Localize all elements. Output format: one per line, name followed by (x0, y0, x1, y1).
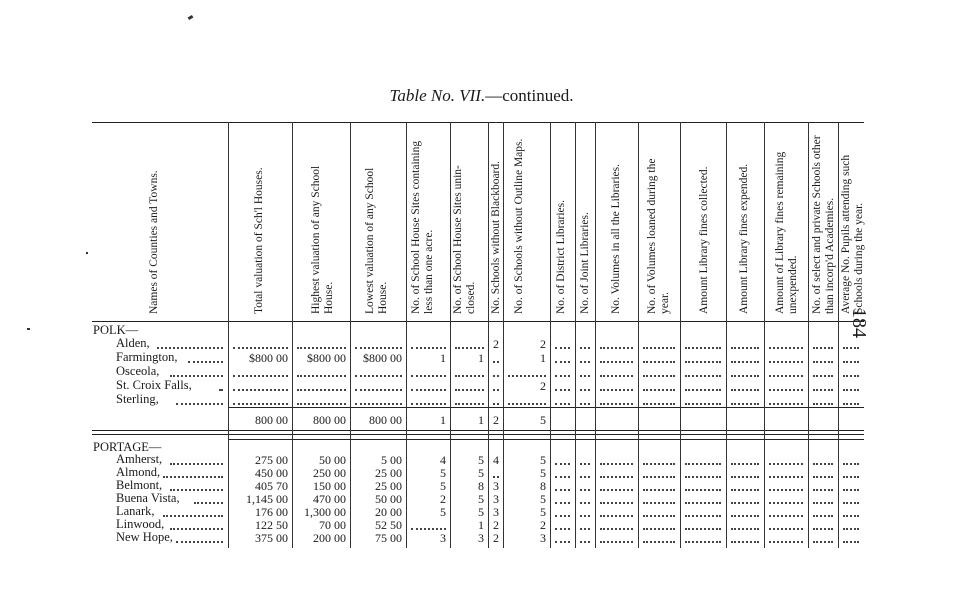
dot-leader (769, 347, 803, 349)
town-name: Buena Vista, (116, 491, 180, 505)
dot-leader (685, 347, 721, 349)
dot-leader (600, 541, 633, 543)
cell-total: 375 00 (255, 531, 288, 545)
column-header: Highest valuation of any School House. (310, 165, 335, 314)
column-rule (680, 122, 681, 548)
totals-top-rule (228, 407, 864, 408)
column-rule (726, 122, 727, 548)
column-rule (638, 122, 639, 548)
cell-maps: 3 (540, 531, 546, 545)
cell-sites: 1 (440, 351, 446, 365)
title-prefix: Table No. VII. (389, 86, 486, 105)
dot-leader (813, 361, 833, 363)
cell-maps: 5 (540, 453, 546, 467)
dot-leader (643, 389, 675, 391)
dot-leader (643, 515, 675, 517)
dot-leader (600, 347, 633, 349)
cell-uninc: 8 (478, 479, 484, 493)
dot-leader (233, 403, 288, 405)
column-header: No. of Joint Libraries. (579, 212, 591, 314)
total-uninc: 1 (478, 413, 484, 427)
dot-leader (843, 347, 859, 349)
dot-leader (297, 389, 346, 391)
column-rule (292, 122, 293, 548)
dot-leader (508, 403, 546, 405)
dot-leader (600, 403, 633, 405)
dot-leader (176, 403, 223, 405)
cell-lowest: $800 00 (363, 351, 402, 365)
dot-leader (170, 528, 223, 530)
dot-leader (163, 515, 223, 517)
cell-total: 1,145 00 (246, 492, 288, 506)
total-bb: 2 (493, 413, 499, 427)
dot-leader (600, 476, 633, 478)
cell-maps: 2 (540, 337, 546, 351)
dot-leader (580, 515, 590, 517)
dot-leader (355, 347, 402, 349)
dot-leader (580, 403, 590, 405)
dot-leader (813, 347, 833, 349)
cell-uninc: 5 (478, 453, 484, 467)
section-rule (228, 439, 864, 440)
cell-bb: 2 (493, 337, 499, 351)
dot-leader (600, 489, 633, 491)
cell-highest: 50 00 (319, 453, 346, 467)
dot-leader (555, 347, 570, 349)
column-header: Names of Counties and Towns. (148, 170, 160, 314)
dot-leader (643, 489, 675, 491)
column-rule (450, 122, 451, 548)
dot-leader (685, 375, 721, 377)
town-name: Belmont, (116, 478, 163, 492)
cell-sites: 5 (440, 479, 446, 493)
dot-leader (411, 528, 446, 530)
town-name: Osceola, (116, 364, 160, 378)
dot-leader (813, 541, 833, 543)
page-number: 184 (848, 308, 870, 338)
dot-leader (813, 375, 833, 377)
town-name: St. Croix Falls, (116, 378, 192, 392)
column-header: No. of District Libraries. (555, 199, 567, 314)
cell-highest: 150 00 (313, 479, 346, 493)
dot-leader (643, 375, 675, 377)
town-name: Almond, (116, 465, 161, 479)
cell-lowest: 25 00 (375, 479, 402, 493)
dot-leader (580, 347, 590, 349)
ink-speck (86, 252, 88, 254)
dot-leader (685, 361, 721, 363)
column-rule (406, 122, 407, 548)
dot-leader (843, 403, 859, 405)
county-name: PORTAGE— (93, 440, 162, 454)
dot-leader (297, 347, 346, 349)
dot-leader (813, 502, 833, 504)
dot-leader (493, 403, 499, 405)
cell-maps: 5 (540, 492, 546, 506)
dot-leader (555, 515, 570, 517)
dot-leader (843, 515, 859, 517)
dot-leader (411, 389, 446, 391)
column-rule (503, 122, 504, 548)
dot-leader (455, 375, 484, 377)
cell-highest: 250 00 (313, 466, 346, 480)
dot-leader (643, 361, 675, 363)
dot-leader (493, 476, 499, 478)
cell-uninc: 5 (478, 492, 484, 506)
dot-leader (769, 375, 803, 377)
dot-leader (769, 515, 803, 517)
cell-bb: 2 (493, 531, 499, 545)
cell-highest: $800 00 (307, 351, 346, 365)
dot-leader (508, 375, 546, 377)
title-suffix: —continued. (485, 86, 574, 105)
column-header: No. Volumes in all the Libraries. (610, 163, 622, 314)
dot-leader (643, 528, 675, 530)
column-header: No. of Volumes loaned during the year. (646, 158, 671, 314)
dot-leader (643, 502, 675, 504)
dot-leader (493, 361, 499, 363)
dot-leader (685, 476, 721, 478)
cell-sites: 5 (440, 466, 446, 480)
dot-leader (769, 403, 803, 405)
dot-leader (813, 389, 833, 391)
column-rule (764, 122, 765, 548)
dot-leader (493, 375, 499, 377)
dot-leader (555, 389, 570, 391)
total-sites: 1 (440, 413, 446, 427)
dot-leader (580, 541, 590, 543)
dot-leader (555, 476, 570, 478)
cell-lowest: 25 00 (375, 466, 402, 480)
dot-leader (769, 476, 803, 478)
cell-total: 450 00 (255, 466, 288, 480)
cell-bb: 2 (493, 518, 499, 532)
dot-leader (555, 375, 570, 377)
table-title (0, 86, 963, 106)
column-rule (595, 122, 596, 548)
dot-leader (731, 541, 759, 543)
town-name: Lanark, (116, 504, 155, 518)
cell-uninc: 3 (478, 531, 484, 545)
cell-total: 176 00 (255, 505, 288, 519)
dot-leader (600, 463, 633, 465)
town-name: Alden, (116, 336, 150, 350)
dot-leader (769, 502, 803, 504)
column-rule (838, 122, 839, 548)
dot-leader (843, 489, 859, 491)
dot-leader (731, 476, 759, 478)
dot-leader (170, 375, 223, 377)
dot-leader (355, 375, 402, 377)
dot-leader (455, 389, 484, 391)
dot-leader (580, 375, 590, 377)
dot-leader (685, 541, 721, 543)
county-name: POLK— (93, 323, 139, 337)
dot-leader (297, 375, 346, 377)
dot-leader (731, 389, 759, 391)
dot-leader (685, 489, 721, 491)
dot-leader (685, 403, 721, 405)
cell-maps: 1 (540, 351, 546, 365)
dot-leader (411, 403, 446, 405)
column-rule (350, 122, 351, 548)
cell-lowest: 75 00 (375, 531, 402, 545)
total-lowest: 800 00 (369, 413, 402, 427)
cell-highest: 470 00 (313, 492, 346, 506)
cell-uninc: 1 (478, 518, 484, 532)
dot-leader (731, 515, 759, 517)
totals-bottom-rule (92, 430, 864, 431)
cell-maps: 8 (540, 479, 546, 493)
dot-leader (731, 347, 759, 349)
dot-leader (843, 528, 859, 530)
total-highest: 800 00 (313, 413, 346, 427)
dot-leader (643, 541, 675, 543)
dot-leader (555, 489, 570, 491)
dot-leader (411, 347, 446, 349)
dot-leader (731, 361, 759, 363)
dot-leader (843, 361, 859, 363)
cell-bb: 4 (493, 453, 499, 467)
dot-leader (170, 463, 223, 465)
cell-uninc: 1 (478, 351, 484, 365)
total-maps: 5 (540, 413, 546, 427)
dot-leader (194, 502, 223, 504)
dot-leader (555, 528, 570, 530)
column-header: Amount Library fines collected. (698, 166, 710, 314)
dot-leader (843, 476, 859, 478)
dot-leader (813, 463, 833, 465)
dot-leader (813, 515, 833, 517)
dot-leader (355, 403, 402, 405)
dot-leader (731, 489, 759, 491)
column-header: Amount of Library fines remaining unexpended. (774, 151, 799, 314)
dot-leader (843, 463, 859, 465)
cell-sites: 2 (440, 492, 446, 506)
cell-bb: 3 (493, 492, 499, 506)
dot-leader (411, 375, 446, 377)
dot-leader (580, 463, 590, 465)
dot-leader (813, 403, 833, 405)
dot-leader (843, 502, 859, 504)
table-top-rule (92, 122, 864, 123)
ink-speck (188, 15, 194, 20)
dot-leader (555, 502, 570, 504)
dot-leader (685, 463, 721, 465)
dot-leader (769, 463, 803, 465)
cell-highest: 200 00 (313, 531, 346, 545)
dot-leader (600, 361, 633, 363)
dot-leader (297, 403, 346, 405)
dot-leader (555, 541, 570, 543)
column-rule (575, 122, 576, 548)
dot-leader (813, 528, 833, 530)
column-header: No. of School House Sites unin-closed. (452, 165, 477, 314)
dot-leader (643, 403, 675, 405)
dot-leader (731, 375, 759, 377)
dot-leader (643, 463, 675, 465)
dot-leader (813, 476, 833, 478)
dot-leader (769, 528, 803, 530)
dot-leader (600, 389, 633, 391)
dot-leader (493, 389, 499, 391)
dot-leader (843, 541, 859, 543)
cell-lowest: 20 00 (375, 505, 402, 519)
dot-leader (769, 489, 803, 491)
dot-leader (355, 389, 402, 391)
dot-leader (769, 541, 803, 543)
dot-leader (580, 389, 590, 391)
cell-lowest: 52 50 (375, 518, 402, 532)
cell-sites: 4 (440, 453, 446, 467)
cell-bb: 3 (493, 505, 499, 519)
dot-leader (555, 463, 570, 465)
column-header: Average No. Pupils attending such Schools during the year. (840, 154, 865, 314)
dot-leader (643, 476, 675, 478)
dot-leader (176, 541, 223, 543)
dot-leader (731, 528, 759, 530)
dot-leader (219, 389, 223, 391)
total-total: 800 00 (255, 413, 288, 427)
cell-uninc: 5 (478, 505, 484, 519)
dot-leader (731, 403, 759, 405)
dot-leader (685, 502, 721, 504)
dot-leader (233, 389, 288, 391)
town-name: Farmington, (116, 350, 178, 364)
town-name: Sterling, (116, 392, 159, 406)
ink-speck (27, 328, 30, 330)
column-header: No. of Schools without Outline Maps. (513, 138, 525, 314)
dot-leader (580, 476, 590, 478)
dot-leader (843, 375, 859, 377)
cell-maps: 2 (540, 379, 546, 393)
dot-leader (580, 502, 590, 504)
dot-leader (580, 489, 590, 491)
cell-bb: 3 (493, 479, 499, 493)
cell-total: 275 00 (255, 453, 288, 467)
dot-leader (685, 528, 721, 530)
cell-sites: 3 (440, 531, 446, 545)
column-header: Amount Library fines expended. (738, 163, 750, 314)
dot-leader (233, 347, 288, 349)
dot-leader (685, 515, 721, 517)
column-rule (228, 122, 229, 548)
dot-leader (685, 389, 721, 391)
column-header: Lowest valuation of any School House. (364, 167, 389, 314)
cell-highest: 70 00 (319, 518, 346, 532)
dot-leader (731, 502, 759, 504)
cell-total: $800 00 (249, 351, 288, 365)
dot-leader (455, 403, 484, 405)
cell-maps: 5 (540, 466, 546, 480)
cell-maps: 5 (540, 505, 546, 519)
dot-leader (580, 528, 590, 530)
column-header: No. Schools without Blackboard. (490, 161, 502, 314)
cell-highest: 1,300 00 (304, 505, 346, 519)
dot-leader (843, 389, 859, 391)
header-bottom-rule (92, 321, 864, 322)
dot-leader (580, 361, 590, 363)
cell-lowest: 5 00 (381, 453, 402, 467)
dot-leader (600, 502, 633, 504)
dot-leader (157, 347, 223, 349)
cell-total: 405 70 (255, 479, 288, 493)
dot-leader (769, 361, 803, 363)
column-rule (808, 122, 809, 548)
cell-total: 122 50 (255, 518, 288, 532)
dot-leader (455, 347, 484, 349)
dot-leader (731, 463, 759, 465)
cell-sites: 5 (440, 505, 446, 519)
town-name: Linwood, (116, 517, 165, 531)
town-name: Amherst, (116, 452, 163, 466)
cell-uninc: 5 (478, 466, 484, 480)
dot-leader (233, 375, 288, 377)
dot-leader (555, 361, 570, 363)
dot-leader (769, 389, 803, 391)
dot-leader (643, 347, 675, 349)
dot-leader (600, 515, 633, 517)
dot-leader (600, 375, 633, 377)
cell-maps: 2 (540, 518, 546, 532)
column-header: Total valuation of Sch'l Houses. (253, 167, 265, 314)
column-header: No. of select and private Schools other than incorp'd Academies. (811, 135, 836, 314)
column-rule (488, 122, 489, 548)
dot-leader (163, 476, 223, 478)
totals-double-rule (92, 434, 864, 435)
cell-lowest: 50 00 (375, 492, 402, 506)
town-name: New Hope, (116, 530, 173, 544)
column-header: No. of School House Sites containing less than one acre. (410, 140, 435, 314)
dot-leader (600, 528, 633, 530)
column-rule (550, 122, 551, 548)
dot-leader (188, 361, 223, 363)
dot-leader (555, 403, 570, 405)
dot-leader (813, 489, 833, 491)
